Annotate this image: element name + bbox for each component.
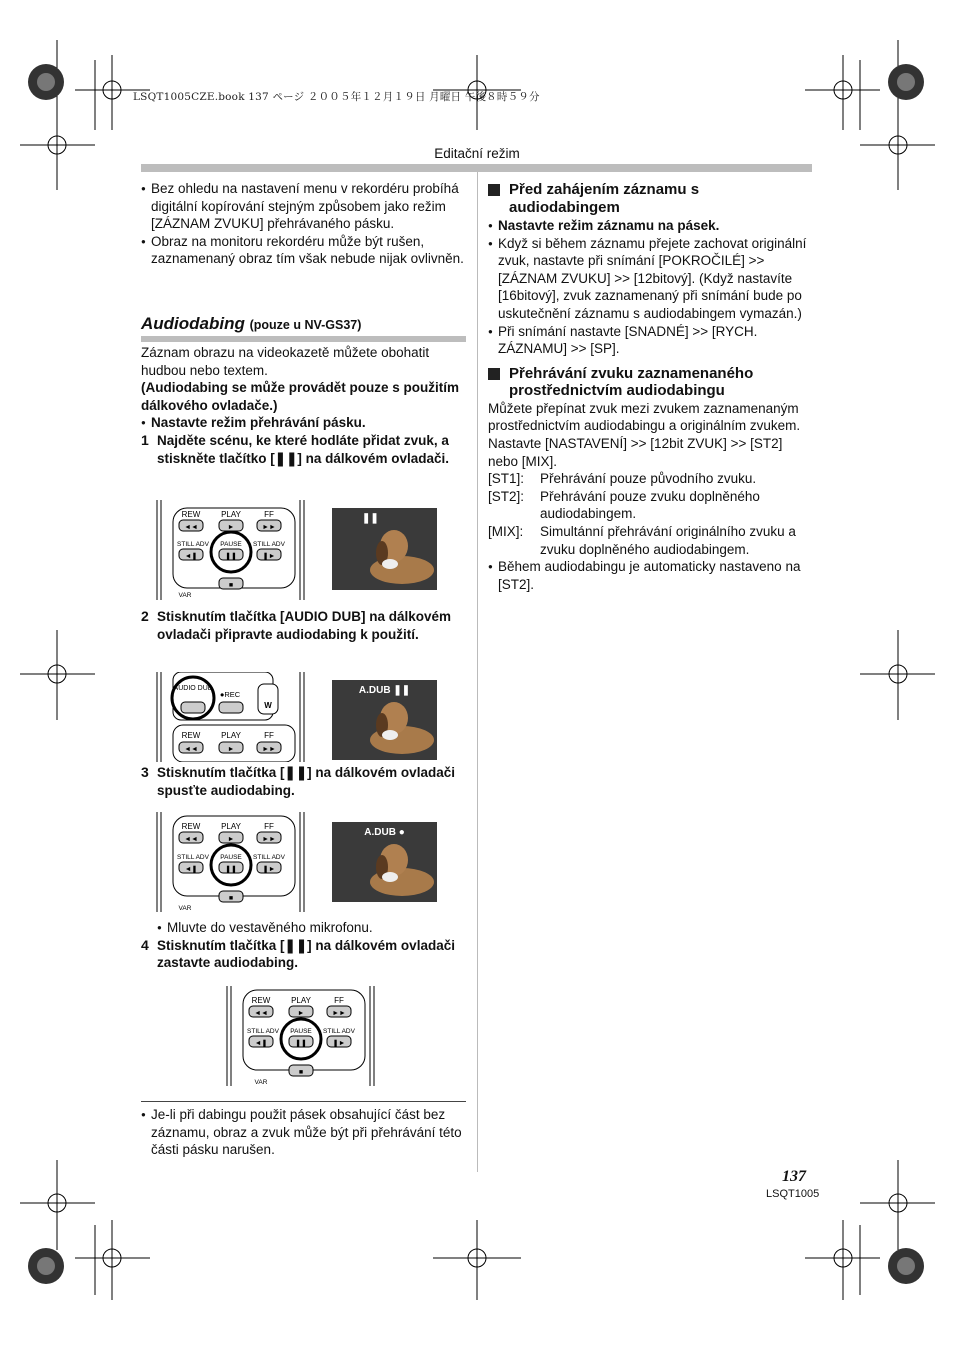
still-adv-label: STILL ADV (247, 1028, 279, 1035)
screen-label: A.DUB ❚❚ (358, 685, 411, 696)
document-code: LSQT1005 (766, 1188, 820, 1200)
ff-label: FF (264, 822, 274, 831)
playback-paragraph: Můžete přepínat zvuk mezi zvukem zaznamenaným prostřednictvím audiodabingu a originálním zvukem. (488, 400, 801, 434)
still-adv-label: STILL ADV (177, 541, 209, 548)
pause-label: PAUSE (220, 854, 242, 861)
list-item (488, 470, 812, 488)
step-2-block (141, 608, 466, 643)
step-text: Najděte scénu, ke které hodláte přidat zvuk, a stiskněte tlačítko [❚❚] na dálkovém ovladači. (157, 432, 449, 466)
title-note: (pouze u NV-GS37) (249, 318, 362, 332)
audio-mode-list (488, 470, 812, 558)
keep-original-bullet: ● Když si během záznamu přejete zachovat originální zvuk, nastavte při snímání [POKROČILÉ] >> [ZÁZNAM ZVUKU] >> [12bitový]. (Když nastavíte [16bitový], zvuk zaznamenaný při snímání bude po uskutečnění záznamu s audiodabingem vymazán.) (488, 235, 812, 323)
section-header: Editační režim (434, 146, 520, 161)
still-adv-label: STILL ADV (177, 854, 209, 861)
step-4 (141, 937, 466, 972)
play-label: PLAY (221, 510, 241, 519)
list-item (488, 523, 812, 558)
title-main: Audiodabing (141, 314, 245, 333)
screen-label: A.DUB ● (364, 827, 405, 838)
playback-heading (488, 365, 812, 400)
still-right-icon: ❚► (262, 553, 276, 560)
bottom-note (141, 1106, 466, 1159)
ff-icon: ►► (332, 1010, 346, 1017)
pause-label: PAUSE (290, 1028, 312, 1035)
play-icon: ► (227, 524, 235, 531)
ff-label: FF (334, 996, 344, 1005)
blank-tape-bullet: ● Je-li při dabingu použit pásek obsahující část bez záznamu, obraz a zvuk může být při přehrávání této části pásku narušen. (141, 1106, 466, 1159)
play-icon: ► (227, 836, 235, 843)
rec-label: ●REC (219, 690, 241, 699)
remote-illustration (155, 812, 306, 912)
list-item (488, 488, 812, 523)
ff-icon: ►► (262, 746, 276, 753)
step-2 (141, 608, 466, 643)
book-info-header: LSQT1005CZE.book 137 ページ ２００５年１２月１９日 月曜日 午後８時５９分 (133, 91, 540, 103)
w-label: W (264, 701, 272, 710)
var-label: VAR (254, 1079, 268, 1086)
playback-body (488, 400, 812, 594)
st2-bullet: ● Během audiodabingu je automaticky nastaveno na [ST2]. (488, 558, 812, 593)
pause-label: PAUSE (220, 541, 242, 548)
bottom-rule (141, 1101, 466, 1102)
step-4-block (141, 919, 466, 972)
play-label: PLAY (291, 996, 311, 1005)
rew-label: REW (181, 731, 201, 740)
still-left-icon: ◄❚ (254, 1040, 268, 1047)
play-icon: ► (227, 746, 235, 753)
still-adv-label: STILL ADV (323, 1028, 355, 1035)
still-right-icon: ❚► (332, 1040, 346, 1047)
step-number: 4 (141, 936, 149, 953)
remote-only-note: (Audiodabing se může provádět pouze s použitím dálkového ovladače.) (141, 380, 460, 413)
still-left-icon: ◄❚ (184, 866, 198, 873)
pause-icon: ❚❚ (295, 1040, 307, 1047)
title-rule (141, 336, 466, 342)
mode-desc: Simultánní přehrávání originálního zvuku a zvuku doplněného audiodabingem. (540, 523, 796, 557)
step-text: Stisknutím tlačítka [❚❚] na dálkovém ovladači zastavte audiodabing. (157, 937, 455, 971)
mode-desc: Přehrávání pouze původního zvuku. (540, 471, 757, 487)
step-1 (141, 432, 466, 467)
square-bullet-icon (488, 368, 500, 380)
ff-icon: ►► (262, 836, 276, 843)
still-right-icon: ❚► (262, 866, 276, 873)
rew-icon: ◄◄ (184, 524, 198, 531)
audiodabing-intro (141, 344, 466, 467)
step-number: 2 (141, 608, 149, 624)
var-label: VAR (178, 905, 192, 912)
mic-bullet: ● Mluvte do vestavěného mikrofonu. (157, 919, 466, 937)
rew-label: REW (251, 996, 271, 1005)
step-3 (141, 764, 466, 799)
record-mode-bullet: ● Nastavte režim záznamu na pásek. (488, 217, 812, 235)
screen-image (332, 680, 437, 760)
before-recording-list (488, 217, 812, 358)
play-icon: ► (297, 1010, 305, 1017)
intro-paragraph: Záznam obrazu na videokazetě můžete obohatit hudbou nebo textem. (141, 345, 430, 378)
heading-text: Přehrávání zvuku zaznamenaného prostřednictvím audiodabingu (509, 364, 754, 400)
square-bullet-icon (488, 184, 500, 196)
var-label: VAR (178, 592, 192, 599)
ff-label: FF (264, 510, 274, 519)
intro-bullet: ● Obraz na monitoru rekordéru může být rušen, zaznamenaný obraz tím však nebude nijak ovlivněn. (141, 233, 466, 268)
step-number: 3 (141, 764, 149, 780)
step-3-block (141, 764, 466, 799)
screen-image (332, 822, 437, 902)
still-adv-label: STILL ADV (253, 541, 285, 548)
tape-mode-bullet: ● Nastavte režim přehrávání pásku. (141, 414, 466, 432)
heading-text: Před zahájením záznamu s audiodabingem (509, 181, 700, 216)
intro-bullets (141, 180, 466, 268)
pause-icon: ❚❚ (225, 553, 237, 560)
before-recording-heading (488, 181, 812, 216)
mode-term: [ST2]: (488, 488, 525, 504)
audiodabing-title (141, 314, 361, 334)
stop-icon: ■ (228, 582, 234, 589)
remote-audio-dub-illustration (155, 672, 306, 762)
rew-icon: ◄◄ (184, 836, 198, 843)
mode-term: [ST1]: (488, 471, 525, 487)
stop-icon: ■ (228, 895, 234, 902)
playback-setting: Nastavte [NASTAVENÍ] >> [12bit ZVUK] >> [ST2] nebo [MIX]. (488, 435, 783, 469)
mode-desc: Přehrávání pouze zvuku doplněného audiodabingem. (540, 488, 760, 522)
pause-icon: ❚❚ (225, 866, 237, 873)
step-number: 1 (141, 431, 149, 448)
right-column (488, 181, 812, 593)
mode-term: [MIX]: (488, 523, 524, 539)
rew-label: REW (181, 510, 201, 519)
rew-icon: ◄◄ (184, 746, 198, 753)
page-number: 137 (782, 1168, 806, 1185)
remote-illustration (225, 986, 376, 1086)
play-label: PLAY (221, 731, 241, 740)
play-label: PLAY (221, 822, 241, 831)
remote-illustration (155, 500, 306, 600)
sp-mode-bullet: ● Při snímání nastavte [SNADNÉ] >> [RYCH. ZÁZNAMU] >> [SP]. (488, 323, 812, 358)
screen-image (332, 508, 437, 590)
rew-icon: ◄◄ (254, 1010, 268, 1017)
audio-dub-label: AUDIO DUB (173, 685, 213, 692)
step-text: Stisknutím tlačítka [❚❚] na dálkovém ovladači spusťte audiodabing. (157, 765, 455, 798)
still-left-icon: ◄❚ (184, 553, 198, 560)
step-text: Stisknutím tlačítka [AUDIO DUB] na dálkovém ovladači připravte audiodabing k použití. (157, 609, 452, 642)
ff-label: FF (264, 731, 274, 740)
rew-label: REW (181, 822, 201, 831)
screen-label: ❚❚ (362, 513, 379, 524)
stop-icon: ■ (298, 1069, 304, 1076)
still-adv-label: STILL ADV (253, 854, 285, 861)
header-rule (141, 164, 812, 172)
intro-bullet: ● Bez ohledu na nastavení menu v rekordéru probíhá digitální kopírování stejným způsobem jako režim [ZÁZNAM ZVUKU] přehrávaného pásku. (141, 180, 466, 233)
column-divider (477, 172, 478, 1172)
ff-icon: ►► (262, 524, 276, 531)
